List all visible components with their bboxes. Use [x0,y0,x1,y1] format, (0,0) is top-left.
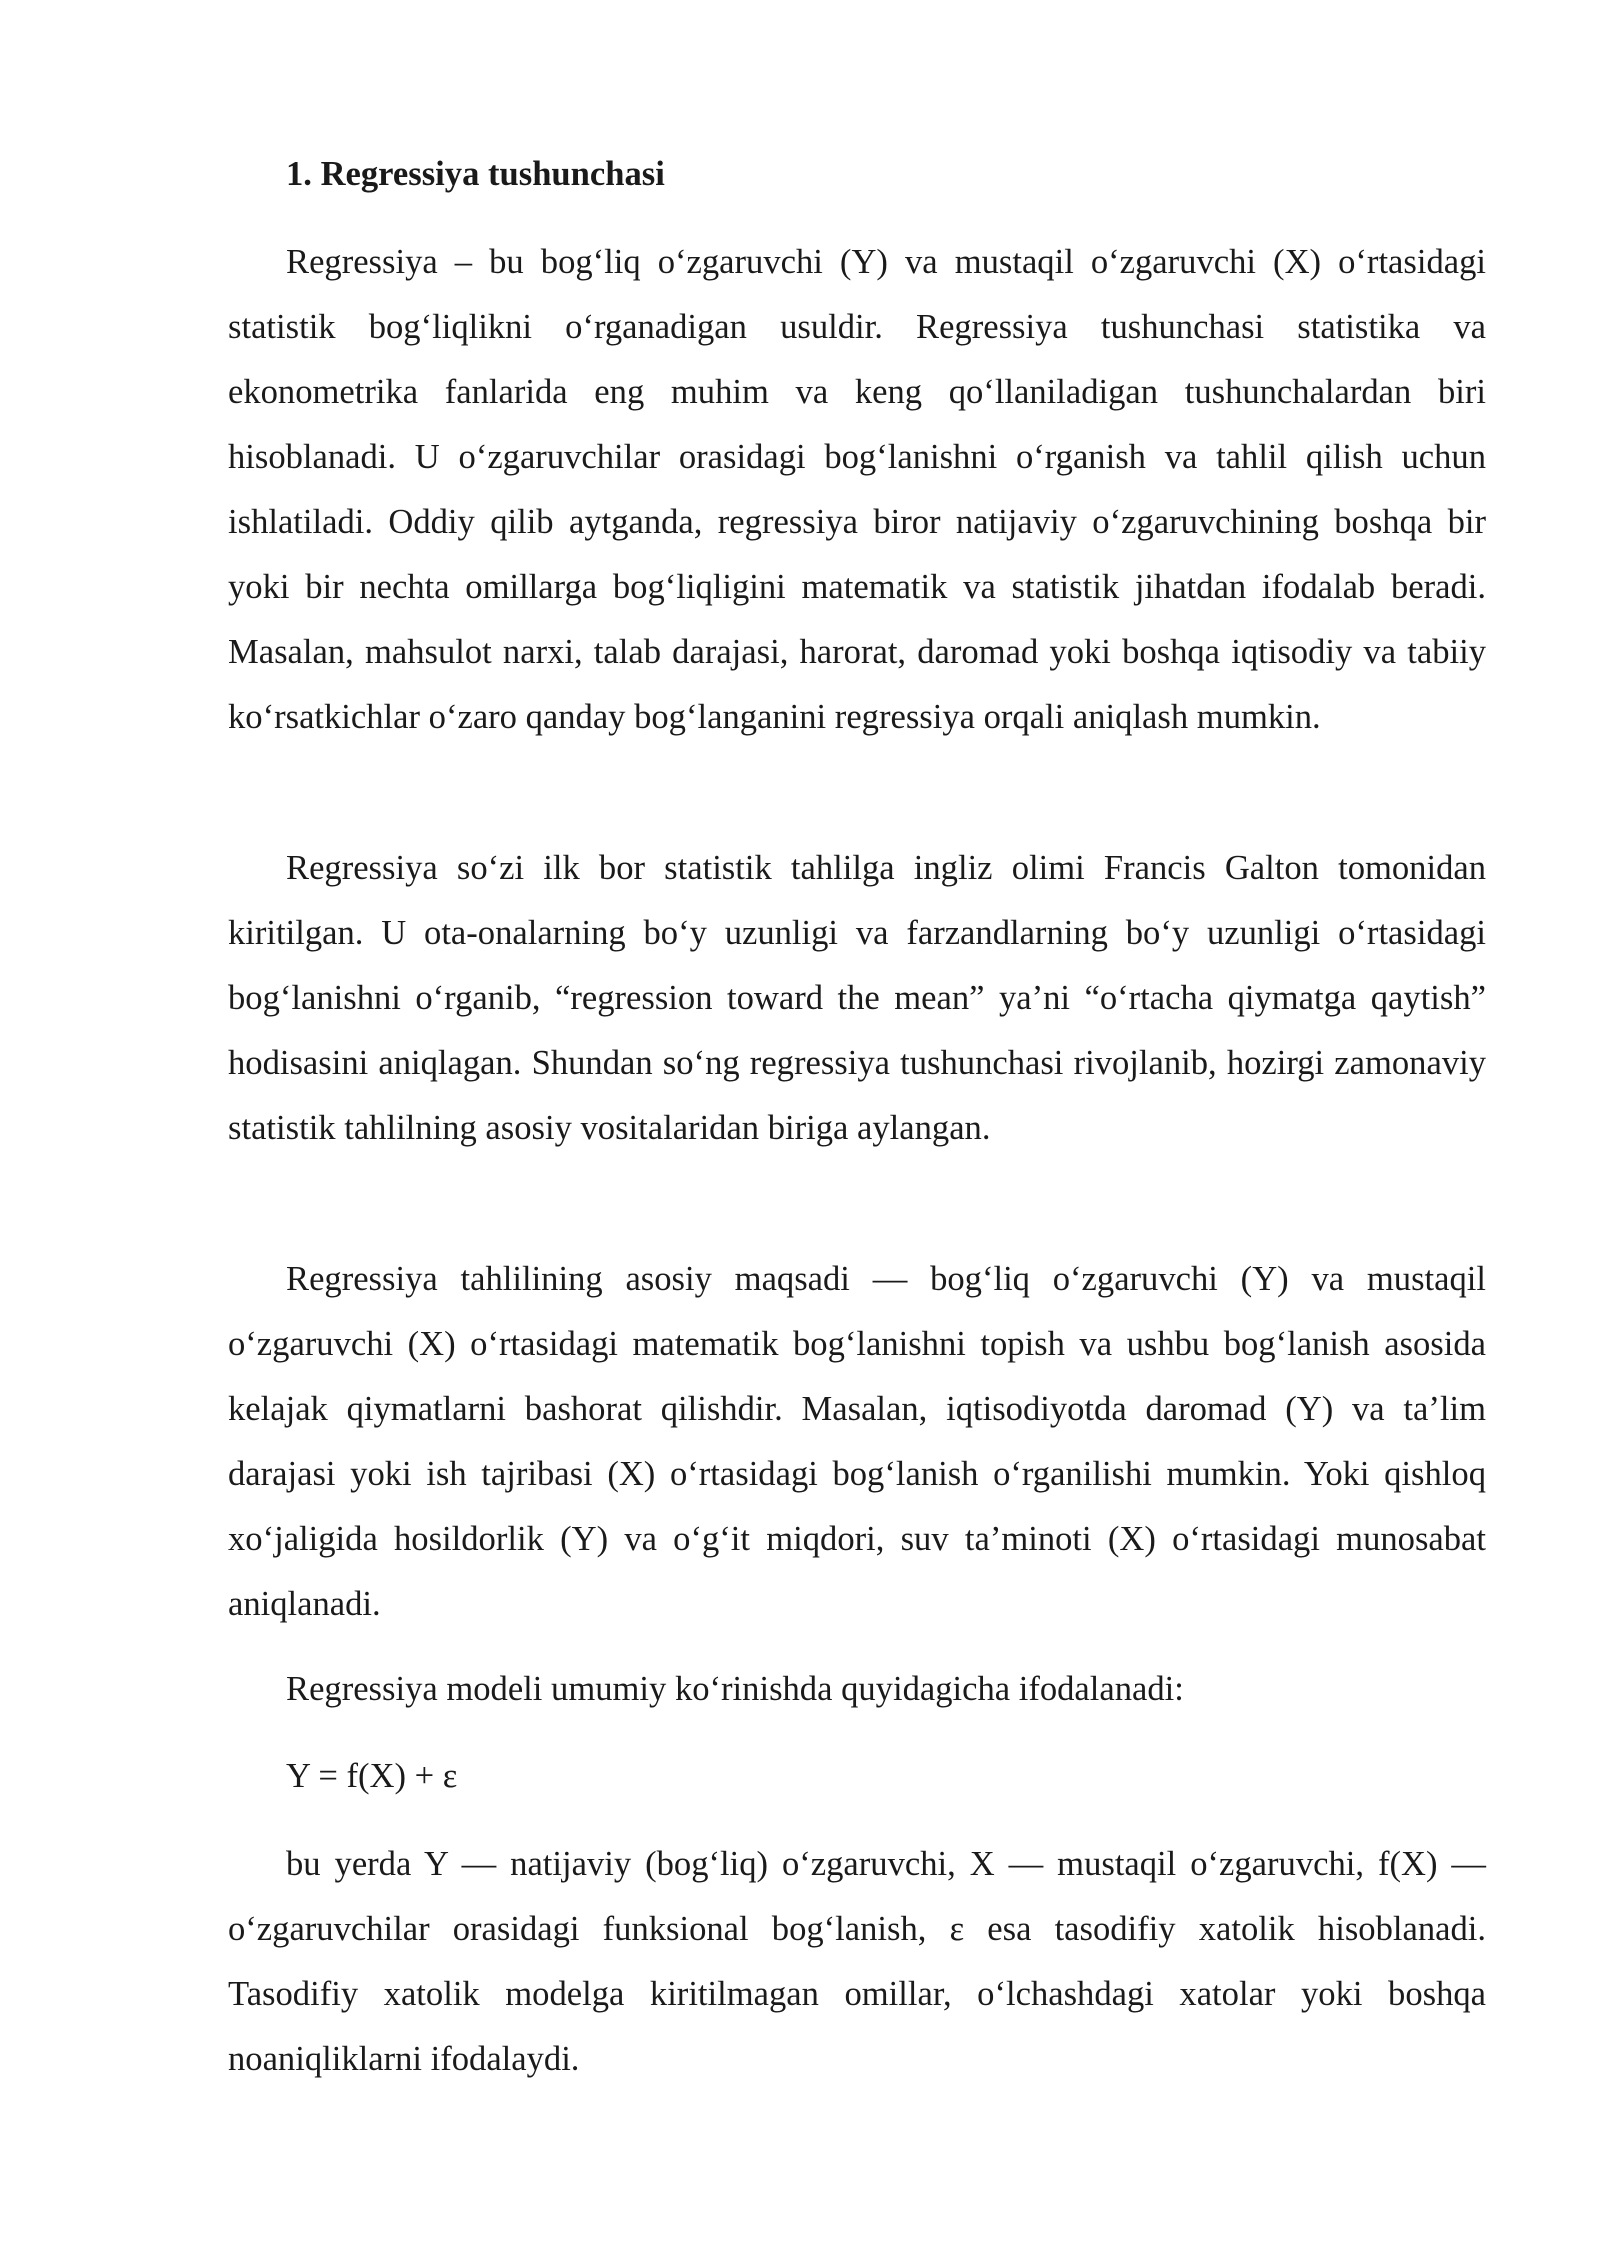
paragraph-definition: Regressiya – bu bog‘liq o‘zgaruvchi (Y) va mustaqil o‘zgaruvchi (X) o‘rtasidagi statistik bog‘liqlikni o‘rganadigan usuldir. Regressiya tushunchasi statistika va ekonometrika fanlarida eng muhim va keng qo‘llaniladigan tushunchalardan biri hisoblanadi. U o‘zgaruvchilar orasidagi bog‘lanishni o‘rganish va tahlil qilish uchun ishlatiladi. Oddiy qilib aytganda, regressiya biror natijaviy o‘zgaruvchining boshqa bir yoki bir nechta omillarga bog‘liqligini matematik va statistik jihatdan ifodalab beradi. Masalan, mahsulot narxi, talab darajasi, harorat, daromad yoki boshqa iqtisodiy va tabiiy ko‘rsatkichlar o‘zaro qanday bog‘langanini regressiya orqali aniqlash mumkin. [228,243,1486,736]
paragraph-history: Regressiya so‘zi ilk bor statistik tahlilga ingliz olimi Francis Galton tomonidan kiritilgan. U ota-onalarning bo‘y uzunligi va farzandlarning bo‘y uzunligi o‘rtasidagi bog‘lanishni o‘rganib, “regression toward the mean” ya’ni “o‘rtacha qiymatga qaytish” hodisasini aniqlagan. Shundan so‘ng regressiya tushunchasi rivojlanib, hozirgi zamonaviy statistik tahlilning asosiy vositalaridan biriga aylangan. [228,849,1486,1147]
paragraph-purpose: Regressiya tahlilining asosiy maqsadi — bog‘liq o‘zgaruvchi (Y) va mustaqil o‘zgaruvchi (X) o‘rtasidagi matematik bog‘lanishni topish va ushbu bog‘lanish asosida kelajak qiymatlarni bashorat qilishdir. Masalan, iqtisodiyotda daromad (Y) va ta’lim darajasi yoki ish tajribasi (X) o‘rtasidagi bog‘lanish o‘rganilishi mumkin. Yoki qishloq xo‘jaligida hosildorlik (Y) va o‘g‘it miqdori, suv ta’minoti (X) o‘rtasidagi munosabat aniqlanadi. [228,1260,1486,1623]
section-heading: 1. Regressiya tushunchasi [286,155,665,193]
paragraph-model-intro: Regressiya modeli umumiy ko‘rinishda quyidagicha ifodalanadi: [286,1670,1184,1708]
formula: Y = f(X) + ε [286,1757,458,1795]
paragraph-explanation: bu yerda Y — natijaviy (bog‘liq) o‘zgaruvchi, X — mustaqil o‘zgaruvchi, f(X) — o‘zgaruvchilar orasidagi funksional bog‘lanish, ε esa tasodifiy xatolik hisoblanadi. Tasodifiy xatolik modelga kiritilmagan omillar, o‘lchashdagi xatolar yoki boshqa noaniqliklarni ifodalaydi. [228,1845,1486,2078]
